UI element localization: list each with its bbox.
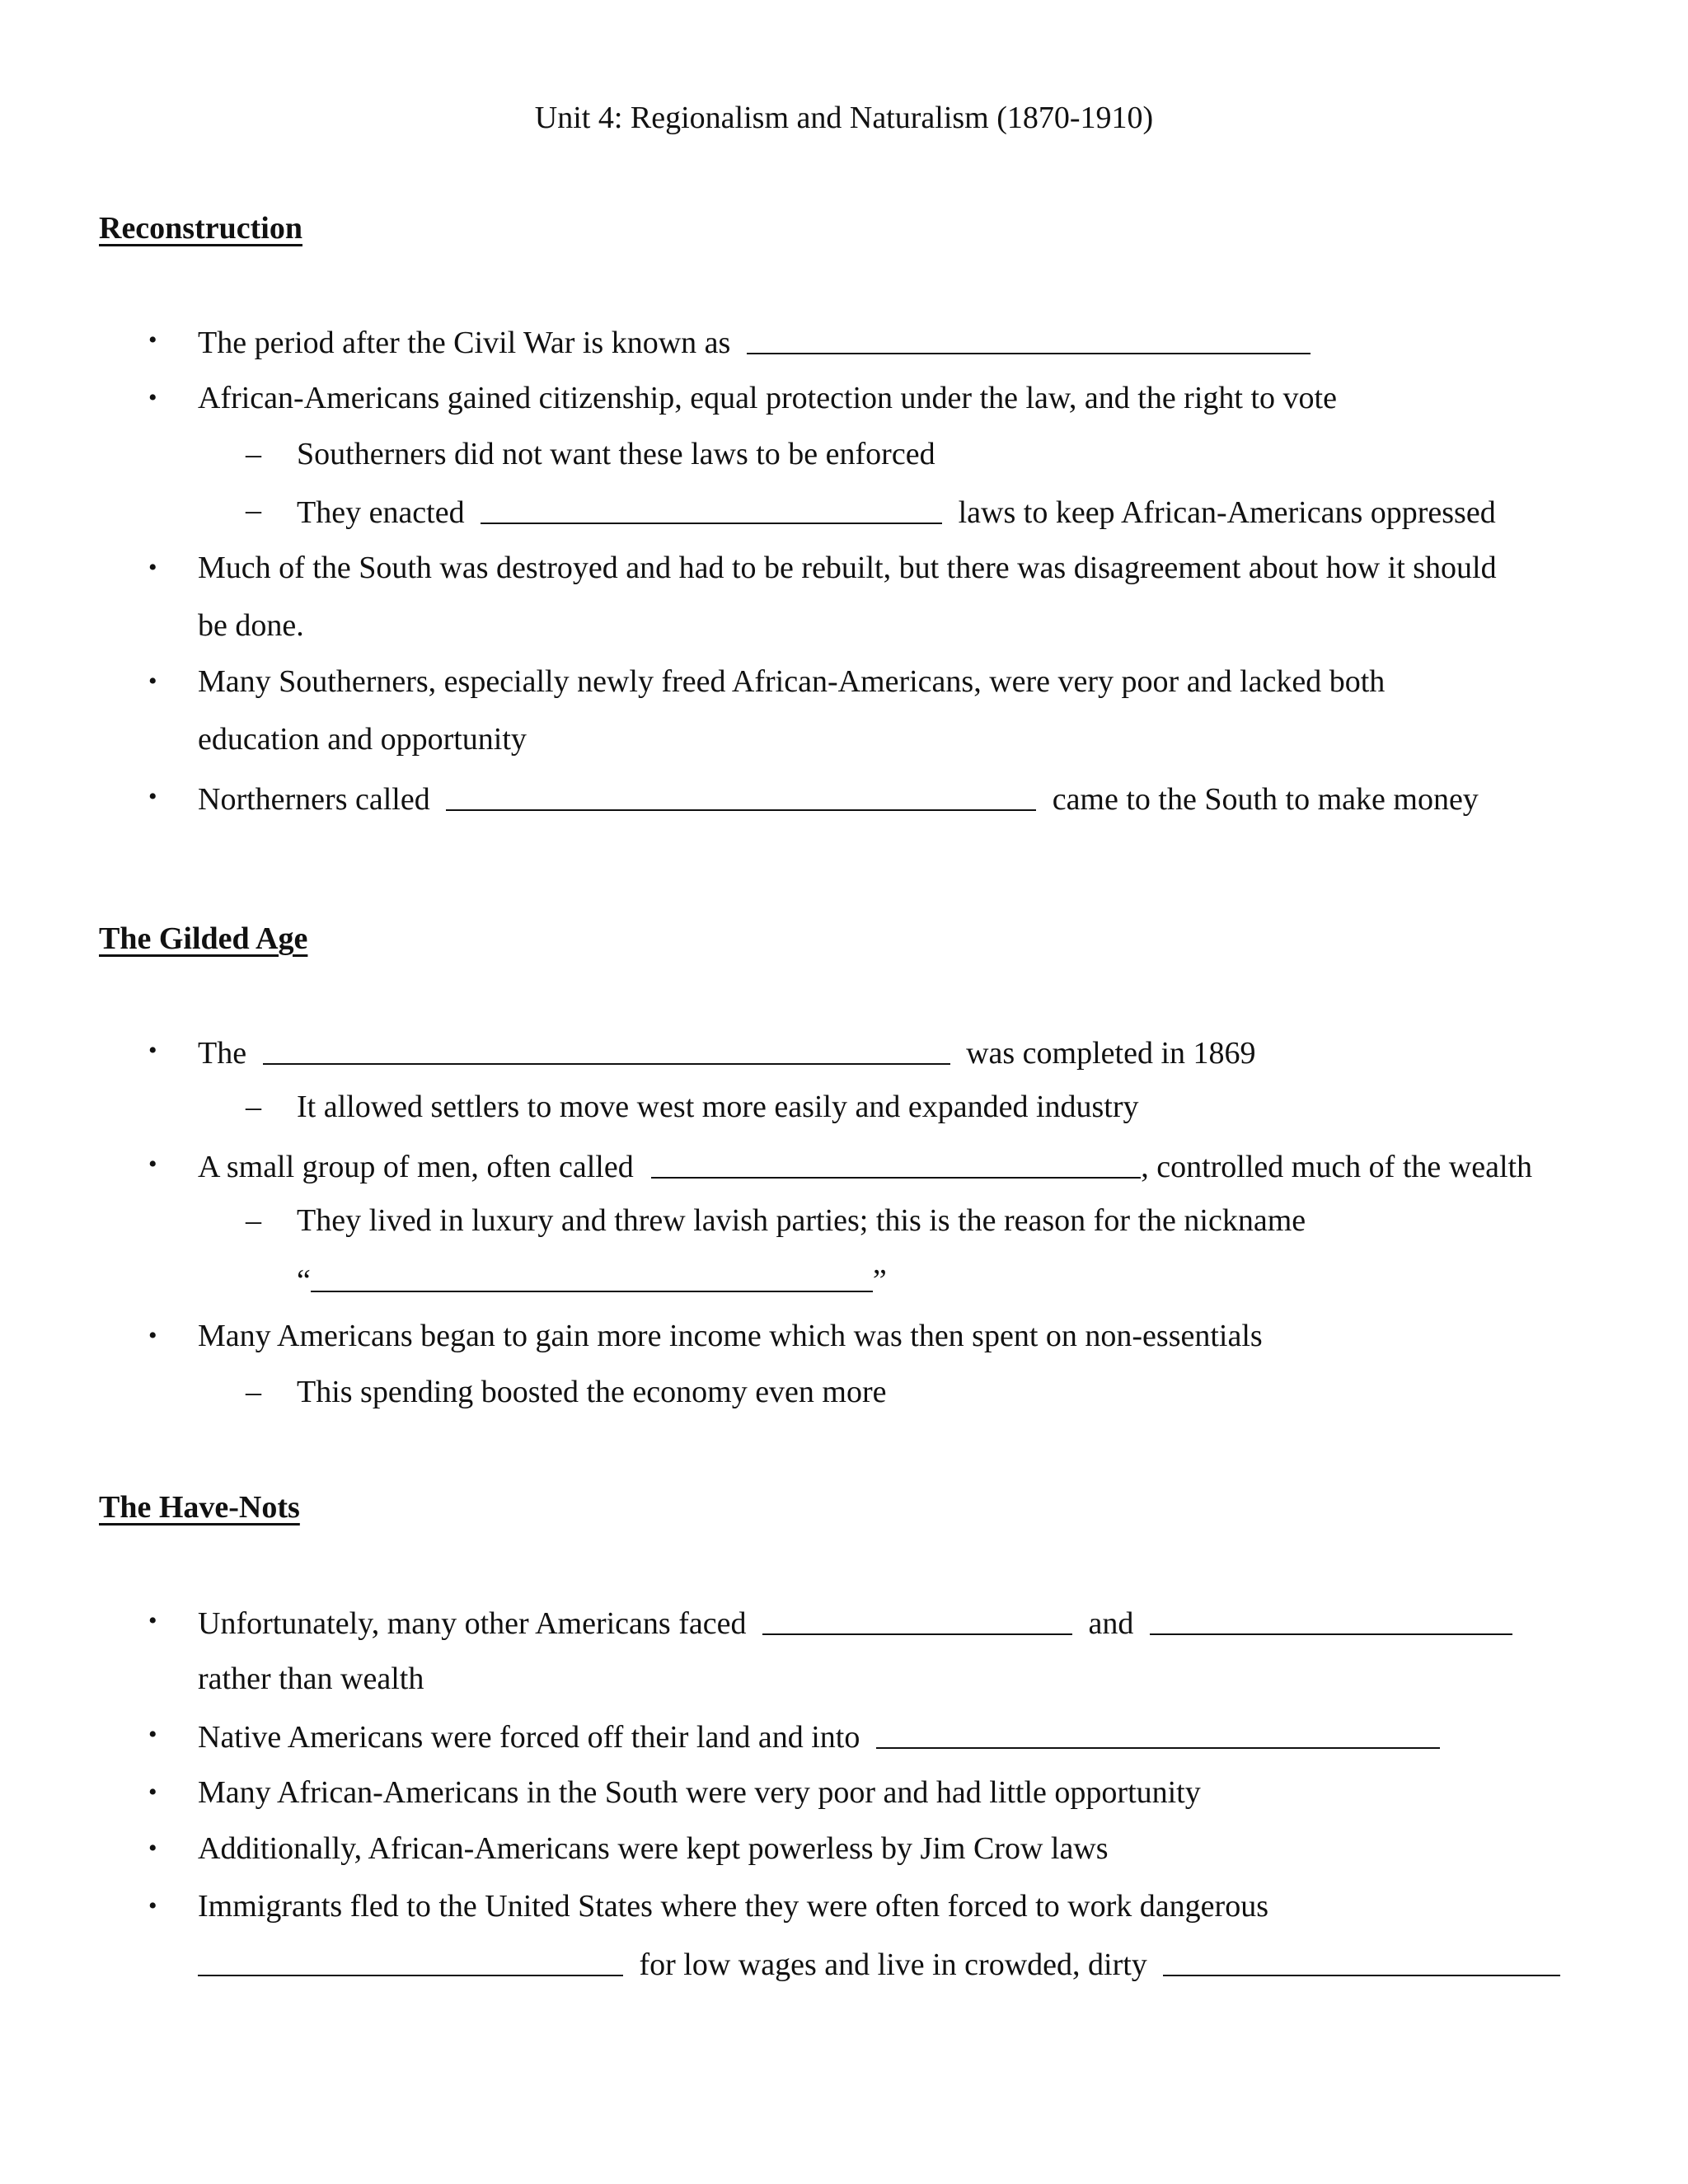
item-text-after: came to the South to make money: [1052, 782, 1479, 817]
dash-marker: –: [246, 1203, 261, 1238]
list-item: Immigrants fled to the United States where they were often forced to work dangerous: [198, 1889, 1268, 1924]
item-text: Northerners called: [198, 782, 430, 817]
sub-list-item: This spending boosted the economy even more: [297, 1375, 887, 1409]
sub-list-item: They lived in luxury and threw lavish parties; this is the reason for the nickname: [297, 1203, 1306, 1238]
answer-blank[interactable]: [876, 1714, 1440, 1749]
bullet-marker: •: [148, 326, 157, 354]
section-heading-have-nots: The Have-Nots: [99, 1490, 300, 1525]
answer-blank[interactable]: [1150, 1601, 1512, 1635]
bullet-marker: •: [148, 1037, 157, 1064]
list-item: African-Americans gained citizenship, equal protection under the law, and the right to vote: [198, 381, 1337, 415]
item-text: The: [198, 1036, 247, 1071]
item-text-after: laws to keep African-Americans oppressed: [958, 495, 1496, 530]
list-item: Additionally, African-Americans were kept powerless by Jim Crow laws: [198, 1831, 1109, 1866]
answer-blank[interactable]: [651, 1144, 1141, 1179]
answer-blank[interactable]: [1163, 1942, 1560, 1976]
section-heading-gilded-age: The Gilded Age: [99, 921, 308, 956]
item-text: They enacted: [297, 495, 465, 530]
dash-marker: –: [246, 493, 261, 527]
answer-blank[interactable]: [311, 1258, 873, 1292]
bullet-marker: •: [148, 1607, 157, 1634]
bullet-marker: •: [148, 554, 157, 581]
sub-list-item-continuation: [297, 1258, 887, 1301]
item-text: The period after the Civil War is known as: [198, 326, 731, 360]
list-item-continuation: [198, 1942, 1560, 1985]
dash-marker: –: [246, 437, 261, 471]
list-item-continuation: rather than wealth: [198, 1661, 424, 1696]
list-item: Many African-Americans in the South were very poor and had little opportunity: [198, 1775, 1201, 1810]
item-text: Unfortunately, many other Americans faced: [198, 1606, 747, 1641]
answer-blank[interactable]: [263, 1030, 950, 1065]
section-heading-reconstruction: Reconstruction: [99, 211, 302, 246]
answer-blank[interactable]: [747, 320, 1311, 354]
answer-blank[interactable]: [481, 490, 942, 524]
bullet-marker: •: [148, 1779, 157, 1806]
bullet-marker: •: [148, 1322, 157, 1349]
list-item: [198, 1714, 1440, 1758]
dash-marker: –: [246, 1375, 261, 1409]
sub-list-item: Southerners did not want these laws to be enforced: [297, 437, 935, 471]
answer-blank[interactable]: [762, 1601, 1072, 1635]
item-text-middle: and: [1088, 1606, 1134, 1641]
open-quote: “: [297, 1263, 311, 1298]
item-text-after: was completed in 1869: [966, 1036, 1256, 1071]
bullet-marker: •: [148, 783, 157, 810]
sub-list-item: [297, 490, 1496, 533]
answer-blank[interactable]: [446, 776, 1036, 811]
item-text-after: , controlled much of the wealth: [1141, 1150, 1533, 1184]
close-quote: ”: [872, 1263, 887, 1298]
bullet-marker: •: [148, 1835, 157, 1862]
dash-marker: –: [246, 1090, 261, 1124]
bullet-marker: •: [148, 384, 157, 411]
list-item: Much of the South was destroyed and had to be rebuilt, but there was disagreement about how it should: [198, 551, 1497, 585]
item-text-after: for low wages and live in crowded, dirty: [639, 1947, 1147, 1982]
list-item-continuation: be done.: [198, 608, 304, 643]
item-text: Native Americans were forced off their land and into: [198, 1720, 860, 1755]
bullet-marker: •: [148, 1721, 157, 1748]
list-item: Many Americans began to gain more income which was then spent on non-essentials: [198, 1319, 1263, 1353]
page-title: Unit 4: Regionalism and Naturalism (1870-1910): [534, 101, 1154, 135]
list-item: [198, 1030, 1256, 1074]
bullet-marker: •: [148, 1151, 157, 1178]
sub-list-item: It allowed settlers to move west more easily and expanded industry: [297, 1090, 1139, 1124]
list-item: Many Southerners, especially newly freed African-Americans, were very poor and lacked both: [198, 664, 1386, 699]
list-item: [198, 1144, 1532, 1188]
item-text: A small group of men, often called: [198, 1150, 634, 1184]
bullet-marker: •: [148, 1892, 157, 1919]
list-item: [198, 776, 1479, 820]
bullet-marker: •: [148, 668, 157, 695]
list-item: [198, 320, 1311, 363]
answer-blank[interactable]: [198, 1942, 623, 1976]
list-item: [198, 1601, 1512, 1644]
list-item-continuation: education and opportunity: [198, 722, 527, 757]
